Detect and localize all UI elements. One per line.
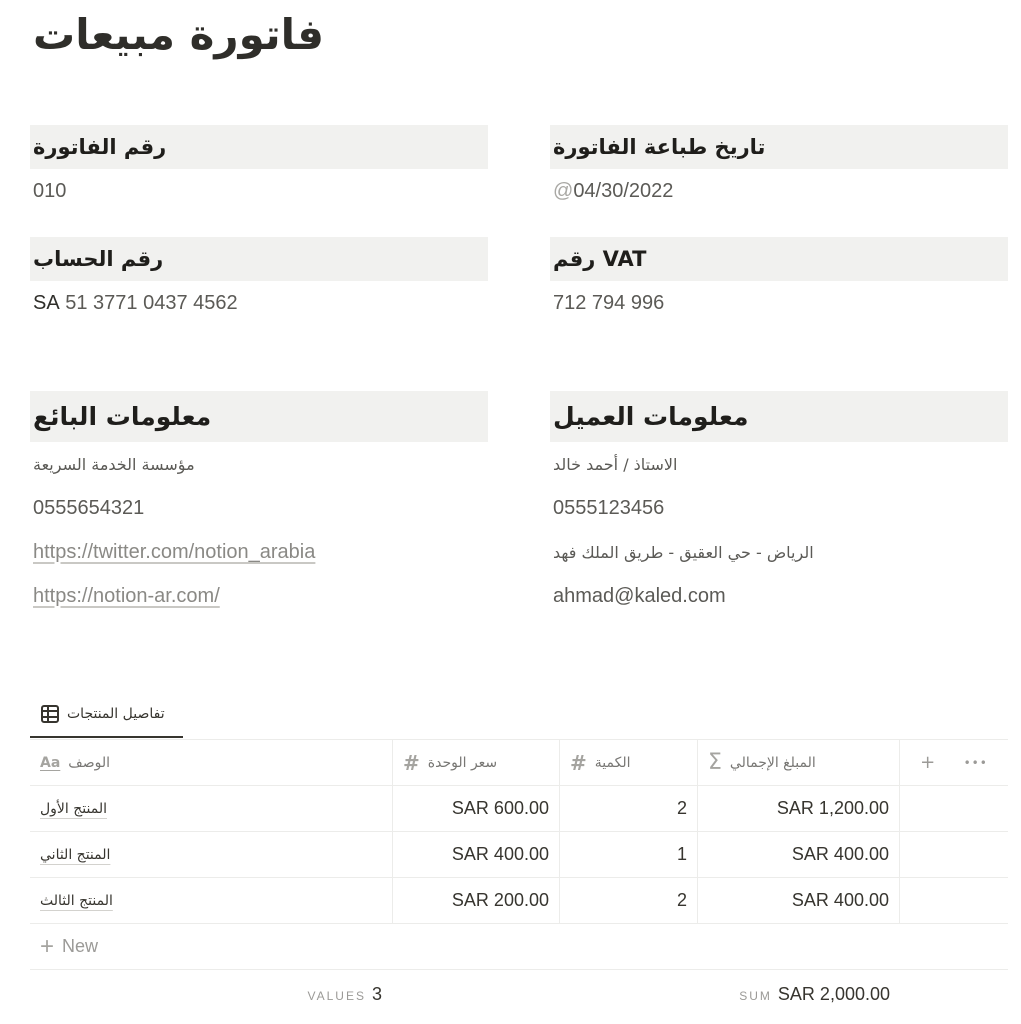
- column-actions: [900, 740, 1008, 785]
- more-options-icon[interactable]: •••: [963, 755, 988, 770]
- product-name[interactable]: المنتج الثالث: [40, 892, 113, 909]
- tab-label: تفاصيل المنتجات: [67, 706, 165, 722]
- product-name[interactable]: المنتج الثاني: [40, 846, 111, 863]
- column-label: المبلغ الإجمالي: [729, 754, 816, 771]
- client-email: ahmad@kaled.com: [553, 584, 726, 607]
- column-header-total[interactable]: [698, 740, 900, 785]
- plus-icon: +: [40, 932, 55, 960]
- seller-phone: 0555654321: [33, 496, 145, 519]
- seller-info-section: [30, 391, 488, 618]
- invoice-number-label: رقم الفاتورة: [30, 125, 488, 169]
- empty-cell: [900, 786, 1008, 831]
- quantity-cell[interactable]: 2: [560, 878, 698, 923]
- new-row-button[interactable]: [30, 924, 1008, 970]
- total-cell[interactable]: SAR 1,200.00: [698, 786, 900, 831]
- client-address: الرياض - حي العقيق - طريق الملك فهد: [553, 542, 814, 562]
- invoice-number-property: [30, 125, 488, 213]
- new-label: New: [62, 936, 99, 956]
- unit-price-cell[interactable]: SAR 200.00: [393, 878, 560, 923]
- client-name: الاستاذ / أحمد خالد: [553, 454, 678, 474]
- unit-price-cell[interactable]: SAR 400.00: [393, 832, 560, 877]
- values-count: 3: [371, 984, 382, 1004]
- account-country-code: SA: [33, 291, 60, 314]
- account-number-label: رقم الحساب: [30, 237, 488, 281]
- column-label: الكمية: [594, 754, 631, 771]
- number-property-icon: #: [403, 750, 420, 775]
- date-mention-prefix: @: [553, 179, 574, 202]
- column-header-description[interactable]: [30, 740, 393, 785]
- table-header-row: [30, 740, 1008, 786]
- sum-value: SAR 2,000.00: [777, 984, 890, 1004]
- sum-label: SUM: [739, 989, 772, 1003]
- table-footer: [30, 970, 1008, 1018]
- vat-number-property: [550, 237, 1008, 325]
- tab-product-details[interactable]: [30, 692, 183, 738]
- vat-number-label: رقم VAT: [550, 237, 1008, 281]
- products-table: [30, 740, 1008, 1018]
- add-column-icon[interactable]: +: [920, 752, 936, 773]
- account-number-digits: 51 3771 0437 4562: [59, 291, 238, 314]
- table-row: [30, 878, 1008, 924]
- product-name[interactable]: المنتج الأول: [40, 800, 107, 817]
- seller-website-link[interactable]: https://notion-ar.com/: [33, 584, 220, 607]
- empty-cell: [900, 878, 1008, 923]
- values-label: VALUES: [307, 989, 366, 1003]
- seller-info-heading: معلومات البائع: [30, 391, 488, 442]
- client-info-section: [550, 391, 1008, 618]
- seller-twitter-link[interactable]: https://twitter.com/notion_arabia: [33, 540, 316, 563]
- quantity-cell[interactable]: 1: [560, 832, 698, 877]
- values-count-calculation[interactable]: [308, 984, 382, 1005]
- client-info-heading: معلومات العميل: [550, 391, 1008, 442]
- print-date-label: تاريخ طباعة الفاتورة: [550, 125, 1008, 169]
- table-row: [30, 786, 1008, 832]
- account-number-property: [30, 237, 488, 325]
- total-cell[interactable]: SAR 400.00: [698, 832, 900, 877]
- table-icon: [41, 705, 59, 723]
- seller-name: مؤسسة الخدمة السريعة: [33, 454, 195, 474]
- quantity-cell[interactable]: 2: [560, 786, 698, 831]
- number-property-icon: #: [570, 750, 587, 775]
- description-cell[interactable]: [30, 878, 393, 923]
- print-date-property: [550, 125, 1008, 213]
- column-header-quantity[interactable]: [560, 740, 698, 785]
- client-phone: 0555123456: [553, 496, 665, 519]
- page-title: فاتورة مبيعات: [33, 10, 324, 59]
- table-row: [30, 832, 1008, 878]
- print-date-text: 04/30/2022: [573, 179, 674, 202]
- unit-price-cell[interactable]: SAR 600.00: [393, 786, 560, 831]
- description-cell[interactable]: [30, 832, 393, 877]
- total-cell[interactable]: SAR 400.00: [698, 878, 900, 923]
- text-property-icon: Aa: [40, 754, 61, 771]
- sum-calculation[interactable]: [739, 984, 890, 1005]
- column-header-unit-price[interactable]: [393, 740, 560, 785]
- formula-property-icon: Σ: [708, 750, 722, 775]
- empty-cell: [900, 832, 1008, 877]
- invoice-number-value[interactable]: 010: [33, 179, 67, 202]
- account-number-value[interactable]: [30, 281, 488, 325]
- description-cell[interactable]: [30, 786, 393, 831]
- print-date-value[interactable]: [550, 169, 1008, 213]
- column-label: الوصف: [68, 754, 111, 771]
- column-label: سعر الوحدة: [427, 754, 498, 771]
- vat-number-value[interactable]: 712 794 996: [553, 291, 665, 314]
- database-view-tabs: [30, 692, 1008, 740]
